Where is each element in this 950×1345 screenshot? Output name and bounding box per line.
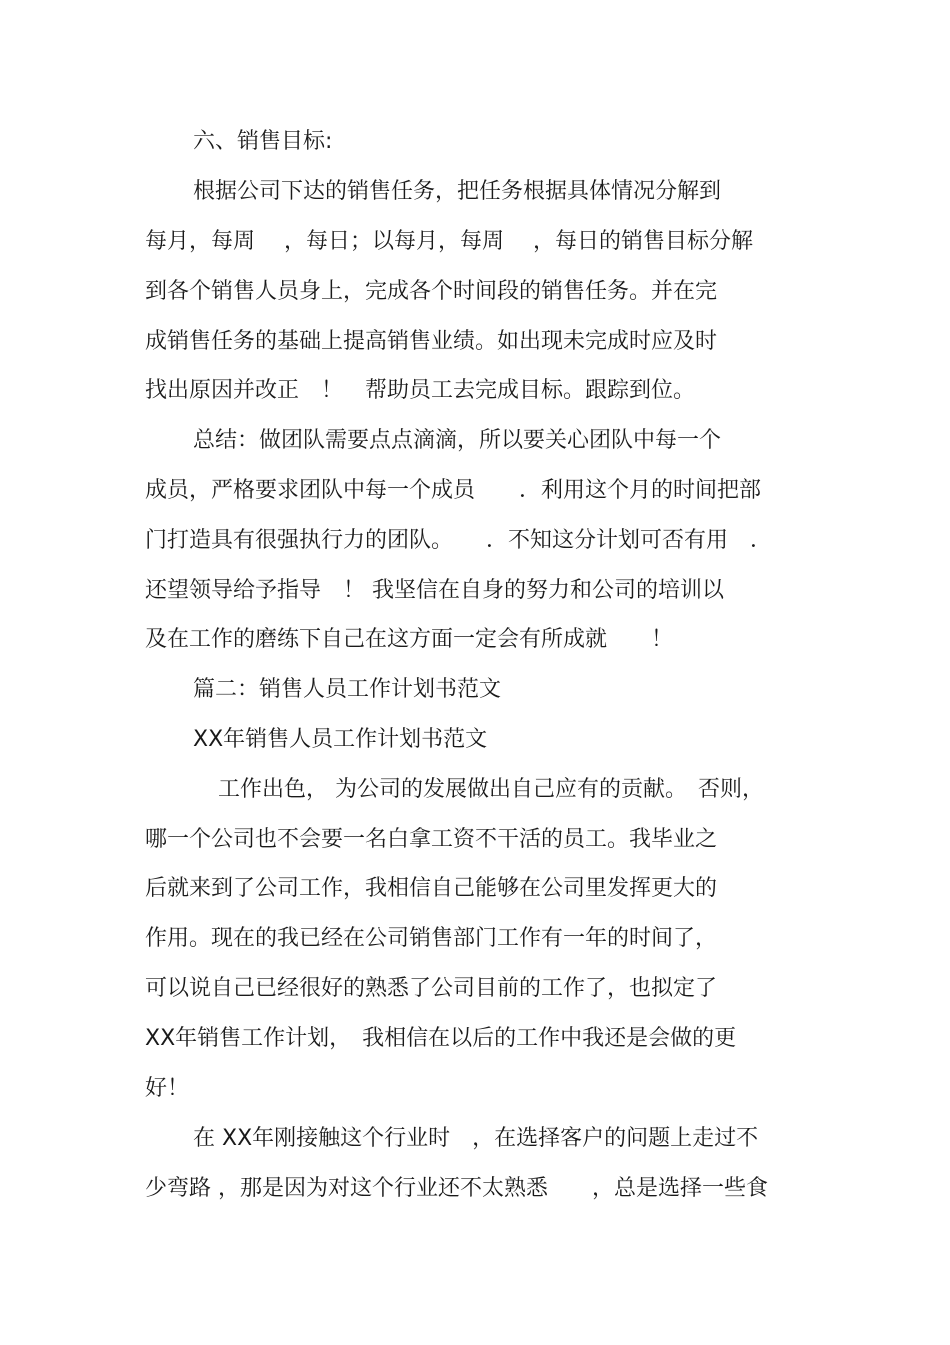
paragraph-line: 到各个销售人员身上，完成各个时间段的销售任务。并在完 — [145, 279, 718, 304]
paragraph-line: 后就来到了公司工作，我相信自己能够在公司里发挥更大的 — [145, 876, 718, 901]
paragraph-line: 工作出色， 为公司的发展做出自己应有的贡献。 否则， — [218, 777, 764, 802]
paragraph-line: 根据公司下达的销售任务，把任务根据具体情况分解到 — [193, 179, 722, 204]
paragraph-line: 作用。现在的我已经在公司销售部门工作有一年的时间了， — [145, 926, 718, 951]
paragraph-line: 还望领导给予指导 ！ 我坚信在自身的努力和公司的培训以 — [145, 578, 724, 603]
paragraph-line: 少弯路 ，那是因为对这个行业还不太熟悉 ，总是选择一些食 — [145, 1176, 768, 1201]
paragraph-line: 找出原因并改正 ！ 帮助员工去完成目标。跟踪到位。 — [145, 378, 696, 403]
paragraph-line: 及在工作的磨练下自己在这方面一定会有所成就 ！ — [145, 627, 674, 652]
document-title: XX年销售人员工作计划书范文 — [193, 727, 488, 752]
paragraph-line: 好！ — [145, 1076, 190, 1101]
paragraph-line: 总结：做团队需要点点滴滴，所以要关心团队中每一个 — [193, 428, 722, 453]
section-heading-sales-target: 六、销售目标: — [193, 129, 333, 154]
paragraph-line: 门打造具有很强执行力的团队。 ．不知这分计划可否有用 ． — [145, 528, 773, 553]
paragraph-line: 可以说自己已经很好的熟悉了公司目前的工作了，也拟定了 — [145, 976, 718, 1001]
paragraph-line: 成销售任务的基础上提高销售业绩。如出现未完成时应及时 — [145, 329, 718, 354]
paragraph-line: XX年销售工作计划， 我相信在以后的工作中我还是会做的更 — [145, 1026, 737, 1051]
paragraph-line: 哪一个公司也不会要一名白拿工资不干活的员工。我毕业之 — [145, 827, 718, 852]
paragraph-line: 成员，严格要求团队中每一个成员 ．利用这个月的时间把部 — [145, 478, 762, 503]
section-heading-part-two: 篇二：销售人员工作计划书范文 — [193, 677, 502, 702]
paragraph-line: 每月，每周 ，每日；以每月，每周 ，每日的销售目标分解 — [145, 229, 753, 254]
paragraph-line: 在 XX年刚接触这个行业时 ，在选择客户的问题上走过不 — [193, 1126, 759, 1151]
